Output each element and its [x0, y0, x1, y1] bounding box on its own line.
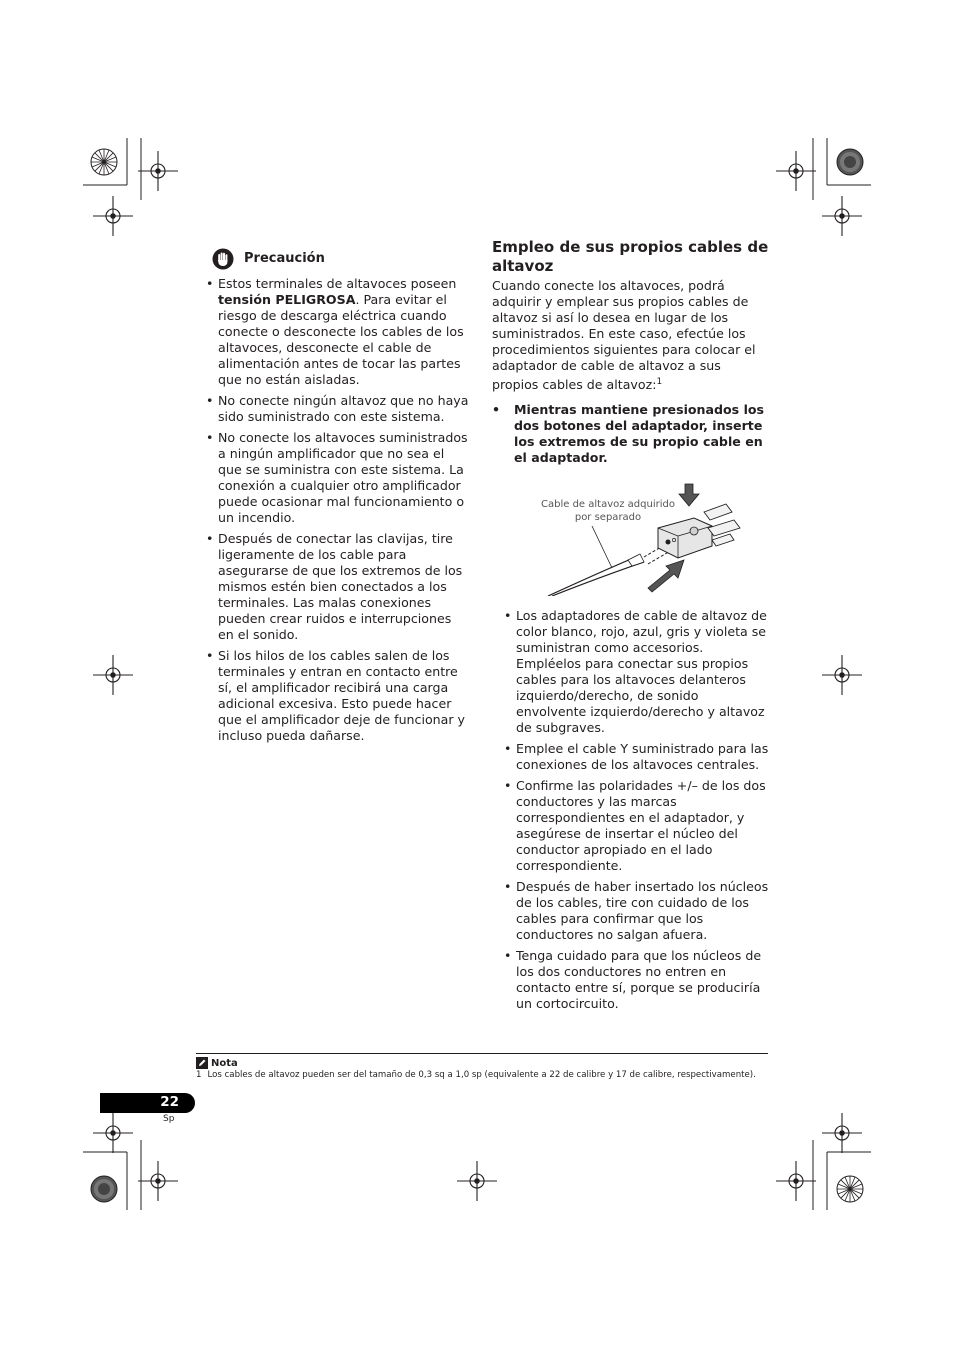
note-header: [196, 1057, 768, 1069]
adapter-figure: [508, 478, 768, 596]
footnote-number: 1: [196, 1070, 202, 1080]
caution-title: Precaución: [244, 251, 325, 266]
caution-header: [212, 248, 471, 270]
tip-item: • Emplee el cable Y suministrado para las conexiones de los altavoces centrales.: [504, 741, 770, 773]
tip-item: • Confirme las polaridades +/– de los dos conductores y las marcas correspondientes en el adaptador, y asegúrese de insertar el núcleo del conductor apropiado en el lado correspondiente.: [504, 778, 770, 874]
intro-text: Cuando conecte los altavoces, podrá adquirir y emplear sus propios cables de altavoz si así lo desea en lugar de los suministrados. En este caso, efectúe los procedimientos siguientes para colocar el adaptador de cable de altavoz a sus propios cables de altavoz:: [492, 278, 756, 393]
figure-caption: Cable de altavoz adquirido por separado: [541, 499, 675, 524]
section-title: Empleo de sus propios cables de altavoz: [492, 238, 769, 275]
note-footnote: [196, 1070, 768, 1081]
note-section: [196, 1053, 768, 1081]
tips-list: [504, 608, 770, 1012]
hand-stop-icon: [212, 248, 234, 270]
page-language: Sp: [163, 1114, 175, 1124]
caution-list: [206, 276, 471, 744]
footnote-text: Los cables de altavoz pueden ser del tamaño de 0,3 sq a 1,0 sp (equivalente a 22 de calibre y 17 de calibre, respectivamente).: [207, 1070, 756, 1080]
page-number: 22: [160, 1094, 179, 1110]
caution-item: • No conecte los altavoces suministrados a ningún amplificador que no sea el que se suministra con este sistema. La conexión a cualquier otro amplificador puede ocasionar mal funcionamiento o un incendio.: [206, 430, 471, 526]
footnote-ref: 1: [656, 377, 663, 387]
step-bullet: •: [492, 402, 501, 418]
page-number-tab: [100, 1093, 195, 1113]
note-title: Nota: [211, 1057, 238, 1069]
caution-item: • Después de conectar las clavijas, tire ligeramente de los cable para asegurarse de que los extremos de los mismos estén bien conectados a los terminales. Las malas conexiones pueden crear ruidos e interrupciones en el sonido.: [206, 531, 471, 643]
caution-item: • No conecte ningún altavoz que no haya sido suministrado con este sistema.: [206, 393, 471, 425]
caution-item-bold: tensión PELIGROSA: [218, 292, 356, 307]
note-pencil-icon: [196, 1057, 208, 1069]
caution-item: • Si los hilos de los cables salen de los terminales y entran en contacto entre sí, el amplificador recibirá una carga adicional excesiva. Esto puede hacer que el amplificador deje de funcionar y incluso pueda dañarse.: [206, 648, 471, 744]
caution-item-text: . Para evitar el riesgo de descarga eléctrica cuando conecte o desconecte los cables de los altavoces, desconecte el cable de alimentación antes de tocar las partes que no están aisladas.: [218, 292, 464, 387]
tip-item: • Tenga cuidado para que los núcleos de los dos conductores no entren en contacto entre sí, porque se produciría un cortocircuito.: [504, 948, 770, 1012]
own-cables-section: [492, 238, 770, 1017]
caution-item: [206, 276, 471, 388]
section-intro: [492, 278, 770, 393]
tip-item: • Después de haber insertado los núcleos de los cables, tire con cuidado de los cables para confirmar que los conductores no salgan afuera.: [504, 879, 770, 943]
note-divider: [196, 1053, 768, 1054]
caution-section: [206, 248, 471, 749]
adapter-illustration: [508, 478, 768, 596]
step-instruction: [492, 402, 770, 466]
step-text: Mientras mantiene presionados los dos botones del adaptador, inserte los extremos de su propio cable en el adaptador.: [514, 402, 765, 466]
tip-item: • Los adaptadores de cable de altavoz de color blanco, rojo, azul, gris y violeta se suministran como accesorios. Empléelos para conectar sus propios cables para los altavoces delanteros izquierdo/derecho, de sonido envolvente izquierdo/derecho y altavoz de subgraves.: [504, 608, 770, 736]
caution-item-text: Estos terminales de altavoces poseen: [218, 276, 457, 291]
